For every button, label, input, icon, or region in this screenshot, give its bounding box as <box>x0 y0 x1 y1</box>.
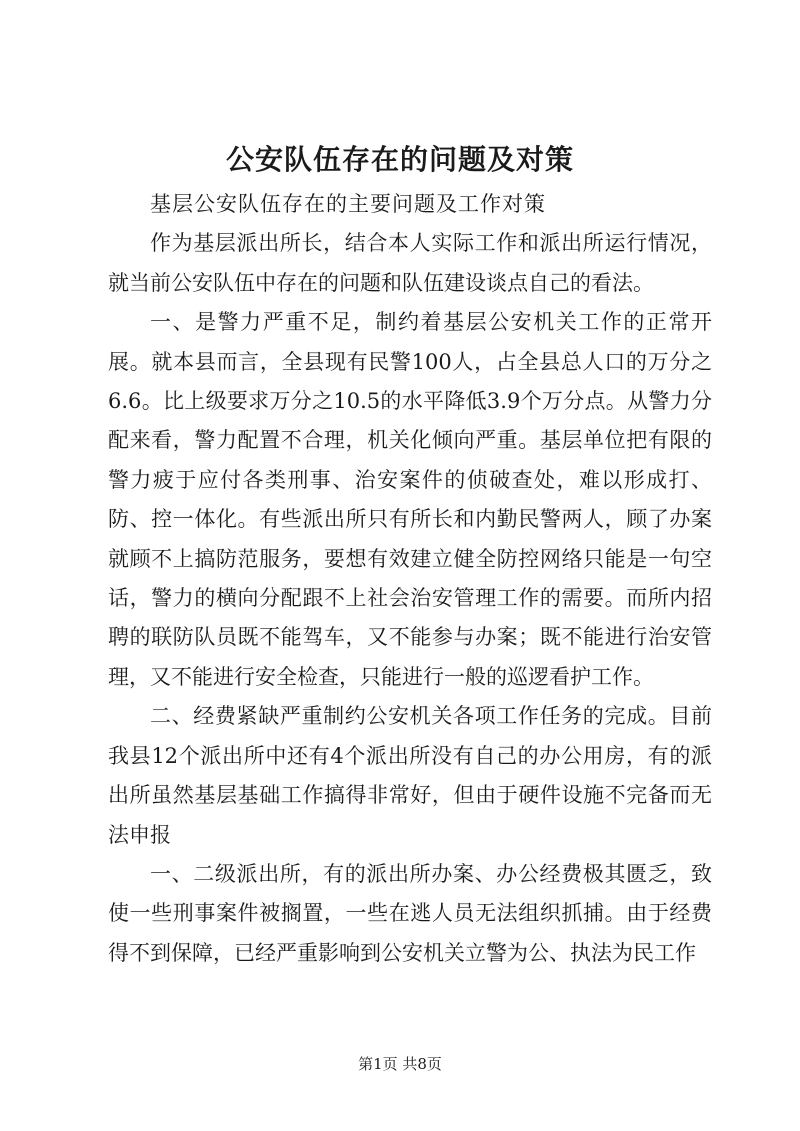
paragraph-point-two: 二、经费紧缺严重制约公安机关各项工作任务的完成。目前我县12个派出所中还有4个派出所没有自己的办公用房，有的派出所虽然基层基础工作搞得非常好，但由于硬件设施不完备而无法申报 <box>108 704 712 847</box>
paragraph-subtitle: 基层公安队伍存在的主要问题及工作对策 <box>150 192 546 216</box>
paragraph-point-one: 一、是警力严重不足，制约着基层公安机关工作的正常开展。就本县而言，全县现有民警100人，占全县总人口的万分之6.6。比上级要求万分之10.5的水平降低3.9个万分点。从警力分配来看，警力配置不合理，机关化倾向严重。基层单位把有限的警力疲于应付各类刑事、治安案件的侦破查处，难以形成打、防、控一体化。有些派出所只有所长和内勤民警两人，顾了办案就顾不上搞防范服务，要想有效建立健全防控网络只能是一句空话，警力的横向分配跟不上社会治安管理工作的需要。而所内招聘的联防队员既不能驾车，又不能参与办案；既不能进行治安管理，又不能进行安全检查，只能进行一般的巡逻看护工作。 <box>108 310 712 689</box>
document-body <box>108 185 712 973</box>
paragraph-continuation: 一、二级派出所，有的派出所办案、办公经费极其匮乏，致使一些刑事案件被搁置，一些在逃人员无法组织抓捕。由于经费得不到保障，已经严重影响到公安机关立警为公、执法为民工作 <box>108 861 712 965</box>
page-title: 公安队伍存在的问题及对策 <box>225 143 574 176</box>
page-footer: 第1页 共8页 <box>358 1055 442 1073</box>
paragraph-intro: 作为基层派出所长，结合本人实际工作和派出所运行情况，就当前公安队伍中存在的问题和队伍建设谈点自己的看法。 <box>108 231 712 295</box>
